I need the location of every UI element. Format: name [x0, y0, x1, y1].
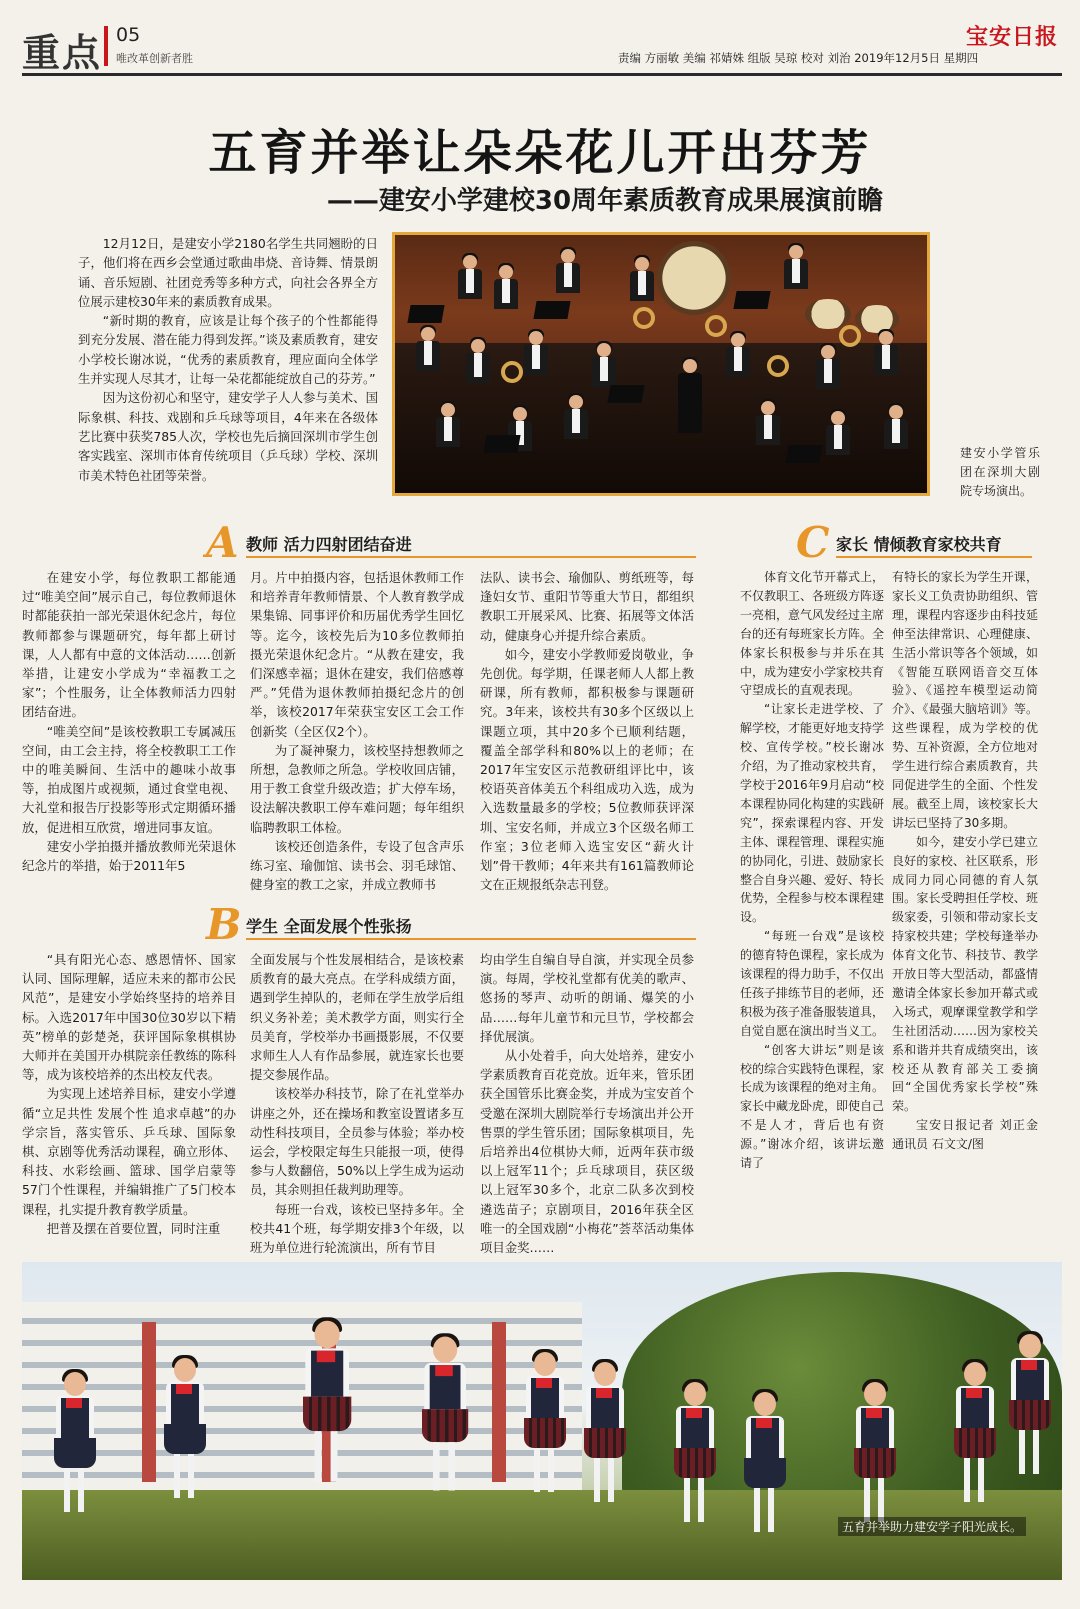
body-paragraph: 该校还创造条件，专设了包含声乐练习室、瑜伽馆、读书会、羽毛球馆、健身室的教工之家，并成立教师书 — [250, 838, 464, 893]
body-paragraph: 如今，建安小学已建立良好的家校、社区联系，形成同力同心同德的育人氛围。家长受聘担任学校、班级家委，引领和带动家长支持家校共建；学校每逢举办体育文化节、科技节、教学开放日等大型活动，都盛情邀请全体家长参加开幕式或入场式，观摩课堂教学和学生社团活动……因为家校关系和谐并共育成绩突出，该校还从教育部关工委摘回“全国优秀家长学校”殊荣。 — [892, 834, 1038, 1114]
body-paragraph: “具有阳光心态、感恩情怀、国家认同、国际理解，适应未来的都市公民风范”，是建安小学始终坚持的培养目标。入选2017年中国30位30岁以下精英”榜单的彭楚尧，获评国际象棋棋协大师并在美国开办棋院亲任教练的陈科等，成为该校培养的杰出校友代表。 — [22, 952, 236, 1083]
student — [582, 1362, 626, 1512]
body-paragraph: 从小处着手，向大处培养，建安小学素质教育百花竞放。近年来，管乐团获全国管乐比赛金奖，并成为宝安首个受邀在深圳大剧院举行专场演出并公开售票的学生管乐团；国际象棋项目，先后培养出4位棋协大师，近两年获市级以上冠军11个；乒乓球项目，获区级以上冠军30多个，北京二队多次到校遴选苗子；京剧项目，2016年获全区唯一的全国戏剧“小梅花”荟萃活动集体项目金奖…… — [480, 1048, 694, 1256]
timpani-drum — [855, 305, 899, 333]
intro-paragraph: 12月12日，是建安小学2180名学生共同翘盼的日子，他们将在西乡会堂通过歌曲串烧、音诗舞、情景朗诵、音乐短剧、社团竞秀等多种方式，向社会各界全方位展示建校30年来的素质教育成果。 — [78, 236, 378, 309]
music-stand — [483, 435, 520, 453]
body-paragraph: 有特长的家长为学生开课，家长义工负责协助组织、管理，课程内容逐步由科技延伸至法律常识、心理健康、生活小常识等各个领域，如《智能互联网语音交互体验》、《遥控车模型运动简介》、《最强大脑培训》等。这些课程，成为学校的优势、互补资源，全方位地对学生进行综合素质教育，共同促进学生的全面、个性发展。截至上周，该校家长大讲坛已坚持了30多期。 — [892, 570, 1038, 830]
body-paragraph: 每班一台戏，该校已坚持多年。全校共41个班，每学期安排3个年级，以班为单位进行轮流演出，所有节目 — [250, 1201, 464, 1256]
body-paragraph: 法队、读书会、瑜伽队、剪纸班等，每逢妇女节、重阳节等重大节日，都组织教职工开展采风、比赛、拓展等文体活动，健康身心并提升综合素质。 — [480, 570, 694, 643]
student — [162, 1358, 206, 1508]
body-paragraph: 为实现上述培养目标，建安小学遵循“立足共性 发展个性 追求卓越”的办学宗旨，落实管乐、乒乓球、国际象棋、京剧等优秀活动课程，确立形体、科技、水彩绘画、篮球、国学启蒙等57门个性课程，并编辑推广了5门校本课程，扎实提升教育教学质量。 — [22, 1086, 236, 1217]
musician — [465, 339, 491, 401]
newspaper-logo: 宝安日报 — [965, 24, 1058, 50]
band-concert-photo — [392, 232, 930, 496]
music-stand — [533, 301, 570, 319]
body-paragraph: 为了凝神聚力，该校坚持想教师之所想，急教师之所急。学校收回店铺，用于教工食堂升级改造；扩大停车场，设法解决教职工停车难问题；每年组织临聘教职工体检。 — [250, 742, 464, 835]
body-paragraph: 全面发展与个性发展相结合，是该校素质教育的最大亮点。在学科成绩方面，遇到学生掉队的，老师在学生放学后组织义务补差；美术教学方面，则实行全员美育，学校举办书画摄影展，不仅要求师生人人有作品参展，就连家长也要提交参展作品。 — [250, 952, 464, 1083]
section-rule — [246, 938, 696, 940]
page-masthead — [22, 18, 1062, 76]
musician — [725, 333, 751, 395]
intro-paragraph: “新时期的教育，应该是让每个孩子的个性都能得到充分发展、潜在能力得到发挥。”谈及素质教育，建安小学校长谢冰说，“优秀的素质教育，理应面向全体学生并实现人尽其才，让每一朵花都能绽放自己的芬芳。” — [78, 313, 378, 387]
musician — [415, 327, 441, 389]
intro-text — [78, 234, 378, 485]
body-paragraph: “让家长走进学校、了解学校，才能更好地支持学校、宣传学校。”校长谢冰介绍，为了推动家校共育，学校于2016年9月启动“校本课程协同化构建的实践研究”，探索课程内容、开发主体、课程管理、课程实施的协同化，引进、鼓励家长整合自身兴趣、爱好、特长优势，全程参与校本课程建设。 — [740, 702, 885, 925]
musician — [783, 245, 809, 307]
page-number: 05 — [116, 24, 141, 46]
musician — [457, 255, 483, 317]
section-c-heading — [796, 518, 1036, 567]
music-stand — [733, 291, 770, 309]
musician — [523, 331, 549, 393]
section-b-heading — [206, 900, 696, 949]
students-running-photo — [22, 1262, 1062, 1580]
brass-instrument — [501, 361, 523, 383]
section-letter: A — [206, 518, 239, 567]
body-paragraph: “每班一台戏”是该校的德育特色课程，家长成为该课程的得力助手，不仅出任孩子排练节目的老师，还积极为孩子准备服装道具，自觉自愿在演出时当义工。 — [740, 929, 885, 1038]
section-rule — [246, 556, 696, 558]
body-paragraph: “创客大讲坛”则是该校的综合实践特色课程，家长成为该课程的绝对主角。家长中藏龙卧虎，即使自己不是人才，背后也有资源。”谢冰介绍，该讲坛邀请了 — [740, 1042, 885, 1171]
section-letter: B — [206, 900, 242, 949]
musician — [435, 403, 461, 465]
musician — [493, 265, 519, 327]
music-stand — [607, 385, 644, 403]
musician — [883, 405, 909, 467]
body-paragraph: 该校举办科技节，除了在礼堂举办讲座之外，还在操场和教室设置诸多互动性科技项目，全员参与体验；举办校运会，学校限定每生只能报一项，使得参与人数翻倍，50%以上学生成为运动员，其余则担任裁判助理等。 — [250, 1086, 464, 1198]
music-stand — [785, 445, 822, 463]
section-a-column — [480, 568, 694, 894]
section-b-column — [250, 950, 464, 1257]
student — [852, 1382, 896, 1532]
section-b-column — [22, 950, 236, 1238]
brass-instrument — [839, 325, 861, 347]
section-c-column — [740, 568, 884, 1173]
student — [522, 1352, 566, 1502]
section-title: 教师 活力四射团结奋进 — [246, 535, 412, 554]
editorial-credits: 责编 方丽敏 美编 祁婧姝 组版 吴琼 校对 刘治 2019年12月5日 星期四 — [618, 51, 979, 65]
conductor — [677, 359, 709, 449]
body-paragraph: 建安小学拍摄并播放教师光荣退休纪念片的举措，始于2011年5 — [22, 838, 236, 874]
music-stand — [407, 305, 444, 323]
section-b-column — [480, 950, 694, 1257]
musician — [563, 395, 589, 457]
timpani-drum — [805, 299, 851, 329]
brass-instrument — [767, 355, 789, 377]
body-paragraph: 把普及摆在首要位置，同时注重 — [46, 1220, 221, 1236]
section-a-column — [250, 568, 464, 894]
intro-paragraph: 因为这份初心和坚守，建安学子人人参与美术、国际象棋、科技、戏剧和乒乓球等项目，4年来在各级体艺比赛中获奖785人次，学校也先后摘回深圳市学生创客实践室、深圳市体育传统项目（乒乓球）学校、深圳市美术特色社团等荣誉。 — [78, 390, 378, 483]
students-photo-caption: 五育并举助力建安学子阳光成长。 — [838, 1517, 1026, 1536]
section-divider — [104, 26, 108, 66]
student — [420, 1337, 468, 1502]
student — [301, 1321, 352, 1494]
building-stripe — [492, 1322, 506, 1482]
section-a-heading — [206, 518, 696, 567]
subheadline: ——建安小学建校30周年素质教育成果展演前瞻 — [326, 186, 884, 216]
building-stripe — [142, 1322, 156, 1482]
body-paragraph: 在建安小学，每位教职工都能通过“唯美空间”展示自己，每位教师退休时都能获拍一部光荣退休纪念片，每位教师都参与课题研究，每年都上研讨课，人人都有中意的文体活动……创新举措，让建安小学成为“幸福教工之家”；个性服务，让全体教师活力四射团结奋进。 — [22, 570, 236, 720]
body-paragraph: “唯美空间”是该校教职工专属减压空间，由工会主持，将全校教职工工作中的唯美瞬间、生活中的趣味小故事等，拍成图片或视频，通过食堂电视、大礼堂和报告厅投影等形式定期循环播放，促进相互欣赏，增进同事友谊。 — [22, 723, 236, 835]
musician — [755, 401, 781, 463]
student — [742, 1392, 786, 1542]
headline: 五育并举让朵朵花儿开出芬芳 — [208, 125, 872, 181]
body-paragraph: 如今，建安小学教师爱岗敬业，争先创优。每学期，任课老师人人都上教研课，所有教师，都积极参与课题研究。3年来，该校共有30多个区级以上课题立项，其中20多个已顺利结题，覆盖全部学科和80%以上的老师；在2017年宝安区示范教研组评比中，该校语英音体美五个科组成功入选，成为入选数量最多的学校；5位教师获评深圳、宝安名师，并成立3个区级名师工作室；3位老师入选宝安区“薪火计划”骨干教师；4年来共有161篇教师论文在正规报纸杂志刊登。 — [480, 646, 694, 893]
page-slogan: 唯改革创新者胜 — [116, 52, 193, 65]
student — [52, 1372, 96, 1522]
musician — [815, 345, 841, 407]
musician — [825, 411, 851, 473]
reporter-byline: 宝安日报记者 刘正金 通讯员 石文文/图 — [892, 1118, 1038, 1152]
musician — [873, 331, 899, 393]
student — [672, 1382, 716, 1532]
body-paragraph: 月。片中拍摄内容，包括退休教师工作和培养青年教师情景、个人教育教学成果集锦、同事评价和历届优秀学生回忆等。迄今，该校先后为10多位教师拍摄光荣退休纪念片。“从教在建安，我们深感幸福；退休在建安，我们倍感尊严。”凭借为退休教师拍摄纪念片的创举，该校2017年荣获宝安区工会工作创新奖（全区仅2个）。 — [250, 570, 464, 739]
section-label: 重点 — [22, 31, 103, 75]
brass-instrument — [705, 315, 727, 337]
body-paragraph: 均由学生自编自导自演，并实现全员参演。每周，学校礼堂都有优美的歌声、悠扬的琴声、动听的朗诵、爆笑的小品……每年儿童节和元旦节，学校都会择优展演。 — [480, 952, 694, 1044]
section-letter: C — [796, 518, 830, 567]
brass-instrument — [633, 307, 655, 329]
student — [952, 1362, 996, 1512]
section-a-column — [22, 568, 236, 875]
bass-drum — [657, 241, 731, 315]
section-c-column — [892, 568, 1038, 1154]
student — [1007, 1334, 1051, 1484]
body-paragraph: 体育文化节开幕式上，不仅教职工、各班级方阵逐一亮相，意气风发经过主席台的还有每班家长方阵。全体家长积极参与并乐在其中，成为建安小学家校共育守望成长的直观表现。 — [740, 570, 885, 698]
section-title: 学生 全面发展个性张扬 — [246, 917, 412, 936]
band-photo-caption: 建安小学管乐团在深圳大剧院专场演出。 — [960, 446, 1040, 498]
section-title: 家长 情倾教育家校共育 — [836, 535, 1002, 554]
section-rule — [836, 556, 1032, 558]
